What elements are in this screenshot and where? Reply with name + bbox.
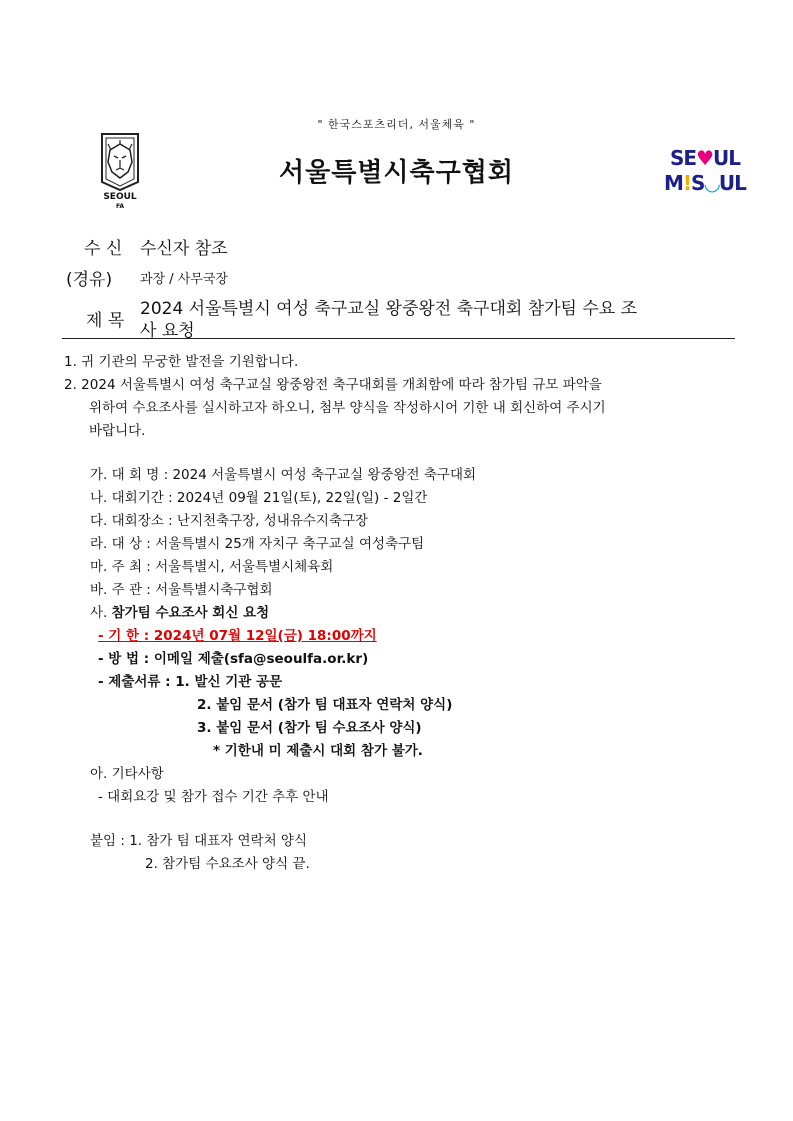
notice-line: * 기한내 미 제출시 대회 참가 불가. xyxy=(213,743,423,759)
subject-label: 제 목 xyxy=(86,311,125,331)
paragraph-1: 1. 귀 기관의 무궁한 발전을 기원합니다. xyxy=(64,354,299,370)
via-label: (경유) xyxy=(66,270,113,290)
documents-line-2: 2. 붙임 문서 (참가 팀 대표자 연락처 양식) xyxy=(197,697,453,713)
paragraph-2-line-1: 2. 2024 서울특별시 여성 축구교실 왕중왕전 축구대회를 개최함에 따라 참가팀 규모 파악을 xyxy=(64,377,602,393)
attachment-line-1: 붙임 : 1. 참가 팀 대표자 연락처 양식 xyxy=(90,833,308,849)
heart-icon: ♥ xyxy=(696,146,714,170)
item-sa-prefix: 사. xyxy=(90,605,112,621)
documents-line-1: - 제출서류 : 1. 발신 기관 공문 xyxy=(98,674,283,690)
item-ba: 바. 주 관 : 서울특별시축구협회 xyxy=(90,582,273,598)
fa-logo-line1: SEOUL xyxy=(103,192,137,202)
seoul-my-soul-logo xyxy=(664,146,746,198)
attachment-line-2: 2. 참가팀 수요조사 양식 끝. xyxy=(145,856,310,872)
slogan: " 한국스포츠리더, 서울체육 " xyxy=(317,118,476,131)
divider xyxy=(62,338,735,339)
fa-logo-line2: FA xyxy=(115,203,125,210)
recipient-value: 수신자 참조 xyxy=(140,239,228,259)
paragraph-2-line-2: 위하여 수요조사를 실시하고자 하오니, 첨부 양식을 작성하시어 기한 내 회신하여 주시기 xyxy=(89,400,606,416)
paragraph-2-line-3: 바랍니다. xyxy=(89,423,146,439)
recipient-label: 수 신 xyxy=(84,239,123,259)
smile-icon: ◡ xyxy=(704,171,719,195)
item-na: 나. 대회기간 : 2024년 09월 21일(토), 22일(일) - 2일간 xyxy=(90,490,428,506)
subject-line-2: 사 요청 xyxy=(140,321,195,341)
item-ra: 라. 대 상 : 서울특별시 25개 자치구 축구교실 여성축구팀 xyxy=(90,536,425,552)
item-a-detail: - 대회요강 및 참가 접수 기간 추후 안내 xyxy=(98,789,329,805)
item-da: 다. 대회장소 : 난지천축구장, 성내유수지축구장 xyxy=(90,513,369,529)
exclamation-icon: ! xyxy=(682,171,692,195)
item-sa xyxy=(90,607,269,621)
item-ga: 가. 대 회 명 : 2024 서울특별시 여성 축구교실 왕중왕전 축구대회 xyxy=(90,467,477,483)
documents-line-3: 3. 붙임 문서 (참가 팀 수요조사 양식) xyxy=(197,720,422,736)
item-a: 아. 기타사항 xyxy=(90,766,164,782)
seoul-logo-line2: M!S◡UL xyxy=(664,171,746,195)
deadline-line: - 기 한 : 2024년 07월 12일(금) 18:00까지 xyxy=(98,628,377,644)
method-line: - 방 법 : 이메일 제출(sfa@seoulfa.or.kr) xyxy=(98,651,369,667)
organization-name: 서울특별시축구협회 xyxy=(278,158,515,188)
subject-line-1: 2024 서울특별시 여성 축구교실 왕중왕전 축구대회 참가팀 수요 조 xyxy=(140,299,638,319)
seoul-logo-line1: SE♥UL xyxy=(670,146,740,170)
item-ma: 마. 주 최 : 서울특별시, 서울특별시체육회 xyxy=(90,559,334,575)
item-sa-title: 참가팀 수요조사 회신 요청 xyxy=(111,605,270,621)
via-value: 과장 / 사무국장 xyxy=(140,272,228,287)
